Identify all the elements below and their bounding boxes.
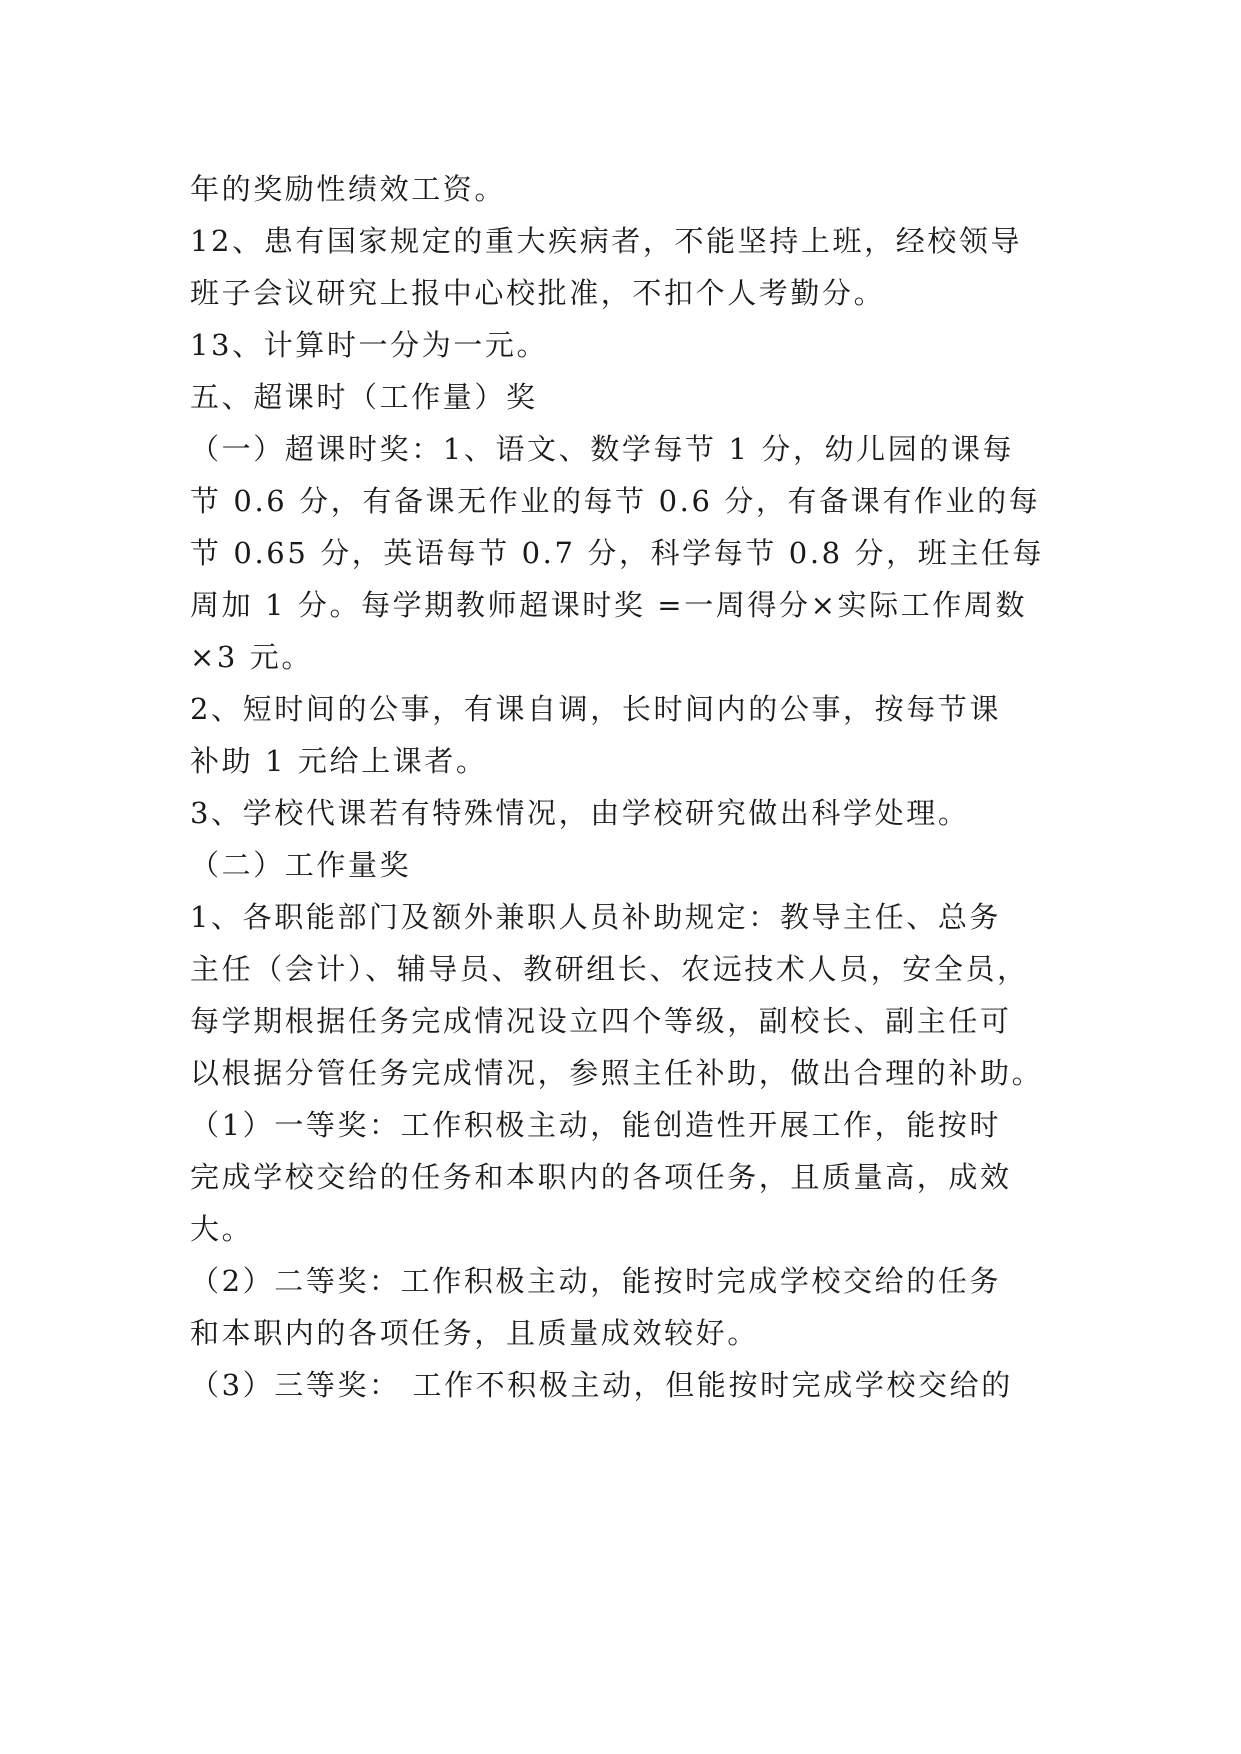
body-line: 班子会议研究上报中心校批准，不扣个人考勤分。 (190, 276, 886, 310)
body-line: （3）三等奖： 工作不积极主动，但能按时完成学校交给的 (190, 1368, 1013, 1402)
body-line: （2）二等奖：工作积极主动，能按时完成学校交给的任务 (190, 1264, 1002, 1298)
body-line: 13、计算时一分为一元。 (190, 328, 549, 362)
body-line: 2、短时间的公事，有课自调，长时间内的公事，按每节课 (190, 692, 1002, 726)
subsection-heading: （二）工作量奖 (190, 848, 412, 882)
body-line: 每学期根据任务完成情况设立四个等级，副校长、副主任可 (190, 1004, 1012, 1038)
body-line: 年的奖励性绩效工资。 (190, 172, 507, 206)
body-line: 补助 1 元给上课者。 (190, 744, 488, 778)
body-line: 完成学校交给的任务和本职内的各项任务，且质量高，成效 (190, 1160, 1012, 1194)
body-line: （一）超课时奖：1、语文、数学每节 1 分，幼儿园的课每 (190, 432, 1015, 466)
body-line: 周加 1 分。每学期教师超课时奖 =一周得分×实际工作周数 (190, 588, 1028, 622)
body-line: ×3 元。 (190, 640, 313, 674)
body-line: 节 0.65 分，英语每节 0.7 分，科学每节 0.8 分，班主任每 (190, 536, 1045, 570)
document-body (190, 163, 1070, 1411)
body-line: 主任（会计）、辅导员、教研组长、农远技术人员，安全员， (190, 952, 1029, 986)
body-line: （1）一等奖：工作积极主动，能创造性开展工作，能按时 (190, 1108, 1002, 1142)
body-line: 3、学校代课若有特殊情况，由学校研究做出科学处理。 (190, 796, 970, 830)
section-heading: 五、超课时（工作量）奖 (190, 380, 538, 414)
body-line: 节 0.6 分，有备课无作业的每节 0.6 分，有备课有作业的每 (190, 484, 1041, 518)
body-line: 12、患有国家规定的重大疾病者，不能坚持上班，经校领导 (190, 224, 1023, 258)
body-line: 大。 (190, 1212, 254, 1246)
body-line: 和本职内的各项任务，且质量成效较好。 (190, 1316, 759, 1350)
body-line: 1、各职能部门及额外兼职人员补助规定：教导主任、总务 (190, 900, 1002, 934)
body-line: 以根据分管任务完成情况，参照主任补助，做出合理的补助。 (190, 1056, 1044, 1090)
